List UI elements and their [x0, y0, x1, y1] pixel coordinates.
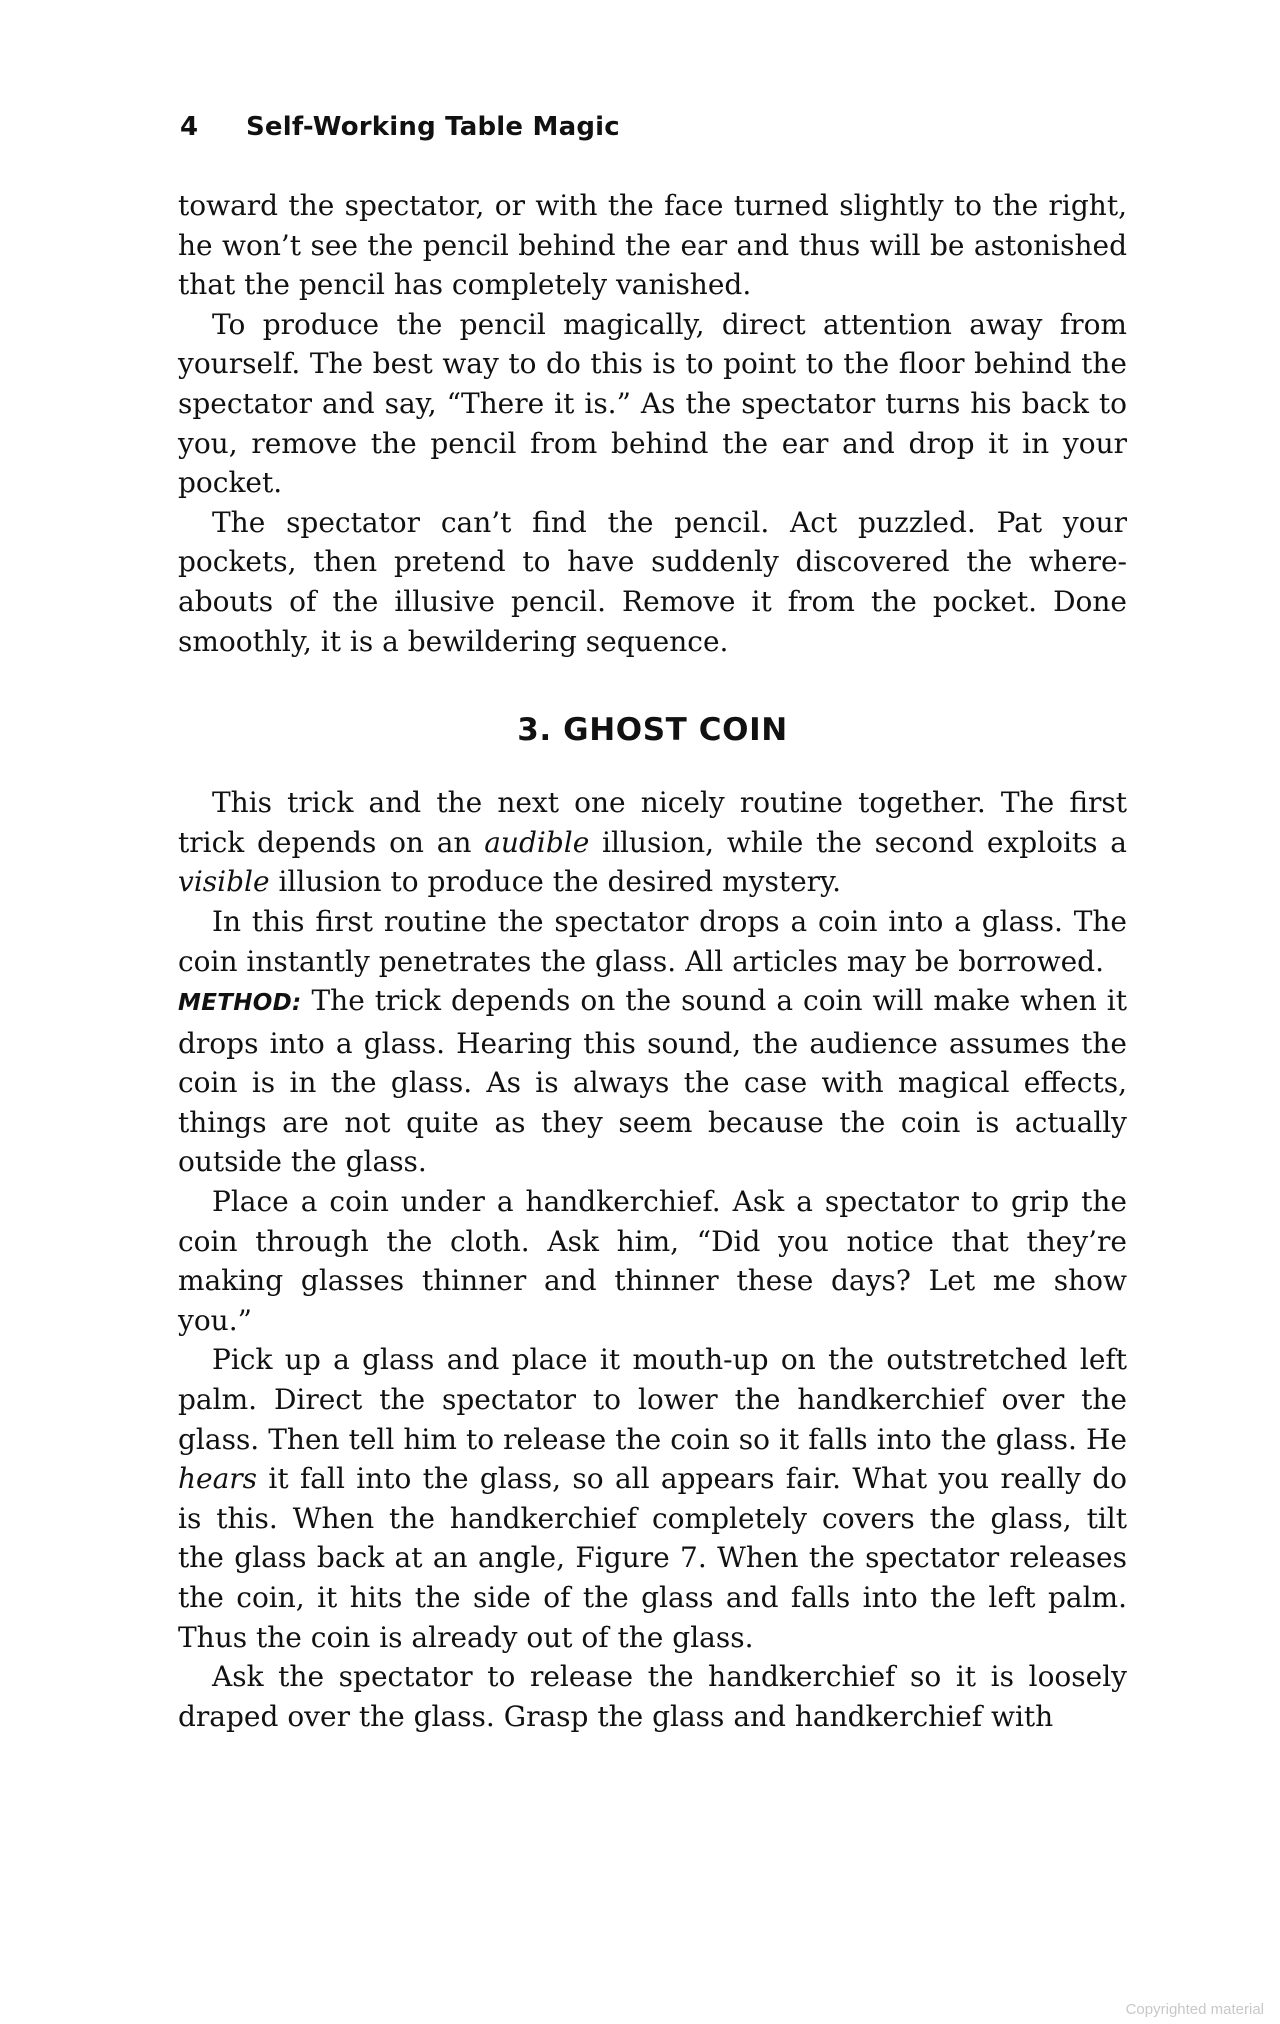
glass-emphasis-hears: hears — [178, 1462, 258, 1496]
paragraph-intro — [178, 783, 1127, 902]
paragraph-glass — [178, 1340, 1127, 1657]
intro-text-1: This trick and the next one nicely routine together. The first trick depends on an — [178, 786, 1127, 859]
page-number: 4 — [180, 112, 199, 142]
intro-text-3: illusion to produce the desired mystery. — [269, 865, 842, 899]
paragraph-handkerchief: Place a coin under a handkerchief. Ask a spectator to grip the coin through the cloth. Ask him, “Did you notice that they’re making glasses thinner and thinner these days? Let me show you.” — [178, 1185, 1127, 1337]
glass-text-1: Pick up a glass and place it mouth-up on the outstretched left palm. Direct the spectator to lower the handkerchief over the glass. Then tell him to release the coin so it falls into the glass. He — [178, 1343, 1127, 1456]
copyright-watermark: Copyrighted material — [1125, 2001, 1264, 2018]
paragraph-continuation: toward the spectator, or with the face turned slightly to the right, he won’t see the pencil behind the ear and thus will be astonished that the pencil has completely vanished. — [178, 189, 1127, 302]
glass-text-2: it fall into the glass, so all appears fair. What you really do is this. When the handkerchief completely covers the glass, tilt the glass back at an angle, Figure 7. When the spectator releases the coin, it hits the side of the glass and falls into the left palm. Thus the coin is already out of the glass. — [178, 1462, 1127, 1654]
book-title: Self-Working Table Magic — [246, 112, 620, 142]
intro-emphasis-visible: visible — [178, 865, 270, 899]
running-head — [180, 112, 620, 142]
intro-text-2: illusion, while the second exploits a — [589, 825, 1127, 859]
section-heading: 3. GHOST COIN — [517, 712, 788, 749]
method-label: METHOD: — [178, 990, 302, 1017]
method-text: The trick depends on the sound a coin will make when it drops into a glass. Hearing this sound, the audience assumes the coin is in the glass. As is always the case with magical effects, things are not quite as they seem because the coin is actually outside the glass. — [178, 984, 1127, 1179]
paragraph-final: Ask the spectator to release the handkerchief so it is loosely draped over the glass. Grasp the glass and handkerchief with — [178, 1660, 1127, 1733]
body-text — [178, 186, 1127, 1736]
paragraph-produce-pencil: To produce the pencil magically, direct attention away from yourself. The best way to do this is to point to the floor behind the spectator and say, “There it is.” As the spectator turns his back to you, remove the pencil from behind the ear and drop it in your pocket. — [178, 307, 1127, 500]
paragraph-method — [178, 981, 1127, 1182]
paragraph-effect: In this first routine the spectator drops a coin into a glass. The coin instantly penetrates the glass. All articles may be borrowed. — [178, 904, 1127, 978]
intro-emphasis-audible: audible — [484, 825, 590, 859]
paragraph-spectator-search: The spectator can’t find the pencil. Act puzzled. Pat your pockets, then pretend to have suddenly discovered the whereabouts of the illusive pencil. Remove it from the pocket. Done smoothly, it is a bewildering sequence. — [178, 505, 1127, 658]
